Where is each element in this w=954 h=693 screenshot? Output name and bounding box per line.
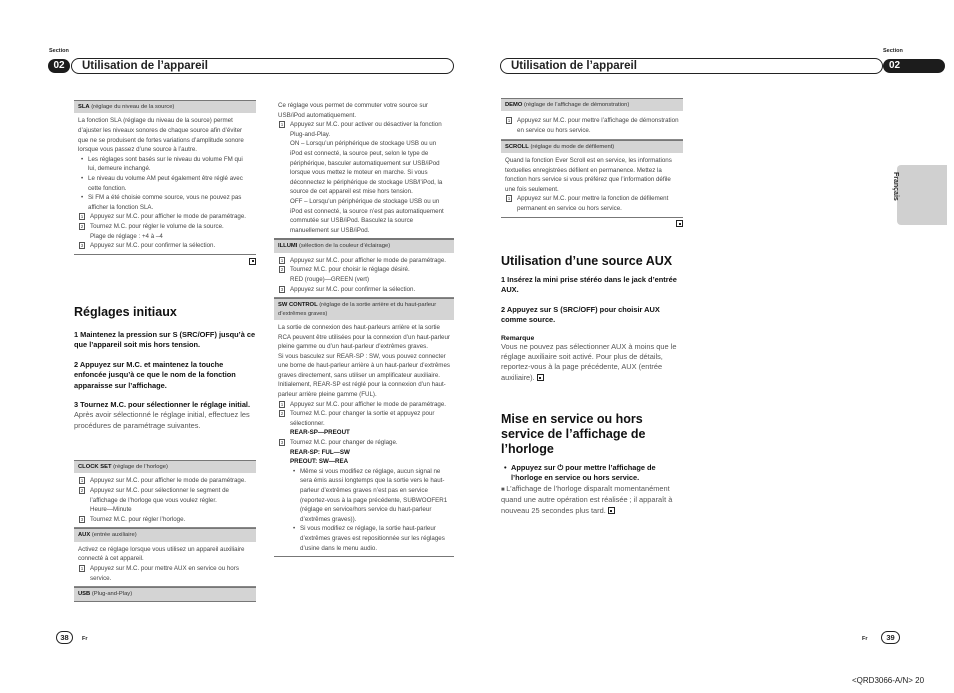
clock-step-2-order: Heure—Minute	[90, 506, 132, 514]
section-label-right: Section	[883, 48, 903, 54]
initial-settings-section	[74, 305, 256, 431]
sla-bullet-1: • Les réglages sont basés sur le niveau du volume FM qui lui, demeure inchangé.	[78, 155, 252, 174]
sla-step-3: 3 Appuyez sur M.C. pour confirmer la sélection.	[80, 242, 216, 250]
column-right	[501, 98, 683, 229]
remark-text: Vous ne pouvez pas sélectionner AUX à moins que le réglage auxiliaire soit activé. Pour plus de détails, reportez-vous à la page précédente, AUX (entrée auxiliaire).	[501, 341, 677, 382]
scroll-step-1: 1 Appuyez sur M.C. pour mettre la fonction de défilement permanent en service ou hors service.	[507, 195, 669, 212]
section-title-left: Utilisation de l’appareil	[71, 58, 454, 74]
language-label: Français	[892, 172, 899, 201]
sw-step-3: 3 Tournez M.C. pour changer de réglage.	[280, 439, 398, 447]
aux-source-step-1: 1 Insérez la mini prise stéréo dans le jack d’entrée AUX.	[501, 275, 677, 295]
illumi-step-1: 1 Appuyez sur M.C. pour afficher le mode de paramétrage.	[280, 256, 447, 264]
sw-step-2: 2 Tournez M.C. pour changer la sortie et appuyez pour sélectionner.	[280, 410, 435, 427]
clock-display-title: Mise en service ou hors service de l’affichage de l’horloge	[501, 412, 646, 456]
aux-source-section	[501, 254, 683, 383]
end-mark-icon	[608, 507, 615, 514]
clock-display-step: • Appuyez sur ⏻ pour mettre l’affichage de l’horloge en service ou hors service.	[501, 463, 683, 484]
sla-step-2-range: Plage de réglage : +4 à –4	[90, 232, 163, 240]
illumi-step-2: 2 Tournez M.C. pour choisir le réglage désiré.	[280, 266, 410, 274]
aux-header: AUX (entrée auxiliaire)	[74, 528, 256, 541]
end-mark-icon	[676, 220, 683, 227]
sw-paragraph-1: La sortie de connexion des haut-parleurs arrière et la sortie RCA peuvent être utilisées pour la connexion d’un haut-parleur pleine gamme ou d’un haut-parleur d’extrêmes graves.	[278, 323, 450, 351]
language-code-left: Fr	[82, 636, 88, 642]
illumi-header: ILLUMI (sélection de la couleur d’éclairage)	[274, 239, 454, 252]
sla-step-2: 2 Tournez M.C. pour régler le volume de la source.	[80, 222, 224, 230]
clock-step-1: 1 Appuyez sur M.C. pour afficher le mode de paramétrage.	[80, 477, 247, 485]
sw-bullet-2: • Si vous modifiez ce réglage, la sortie haut-parleur d’extrêmes graves est repositionnée sur les réglages d’usine dans le menu audio.	[290, 524, 450, 553]
usb-on-description: ON – Lorsqu’un périphérique de stockage USB ou un iPod est connecté, la source peut, selon le type de périphérique, basculer automatiquement sur USB/iPod lorsque vous mettez le moteur en marche. Si vous déconnectez le périphérique de stockage USB/l’iPod, la source de cet appareil est mise hors tension.	[290, 140, 443, 196]
page-number-right: 39	[881, 631, 900, 644]
sw-bullet-1: • Même si vous modifiez ce réglage, aucun signal ne sera émis aussi longtemps que la sortie vers le haut-parleur d’extrêmes graves n’est pas en service (reportez-vous à la page précédente, SUBWOOFER1 (réglage en service/hors service du haut-parleur d’extrêmes graves)).	[290, 467, 450, 525]
clock-step-2: 2 Appuyez sur M.C. pour sélectionner le segment de l’affichage de l’horloge que vous voulez régler.	[80, 487, 229, 504]
column-middle	[274, 100, 454, 557]
usb-description: Ce réglage vous permet de commuter votre source sur USB/iPod automatiquement.	[278, 102, 428, 119]
clock-set-header: CLOCK SET (réglage de l’horloge)	[74, 460, 256, 473]
aux-source-step-2: 2 Appuyez sur S (SRC/OFF) pour choisir AUX comme source.	[501, 304, 660, 325]
sw-paragraph-2: Si vous basculez sur REAR-SP : SW, vous pouvez connecter une borne de haut-parleur arrière à un haut-parleur d’extrêmes graves directement, sans utiliser un amplificateur auxiliaire.	[278, 352, 450, 379]
usb-step-1: 1 Appuyez sur M.C. pour activer ou désactiver la fonction Plug-and-Play.	[280, 121, 442, 138]
scroll-description: Quand la fonction Ever Scroll est en service, les informations textuelles enregistrées défilent en permanence. Mettez la fonction hors service si vous préférez que l’information défile une fois seulement.	[505, 157, 672, 193]
end-mark-icon	[249, 258, 256, 265]
demo-step-1: 1 Appuyez sur M.C. pour mettre l’affichage de démonstration en service ou hors service.	[507, 117, 679, 134]
aux-source-title: Utilisation d’une source AUX	[501, 254, 673, 268]
remark-title: Remarque	[501, 334, 535, 342]
end-mark-icon	[537, 374, 544, 381]
document-code: <QRD3066-A/N> 20	[852, 676, 925, 685]
sla-description: La fonction SLA (réglage du niveau de la source) permet d’ajuster les niveaux sonores de chaque source afin d’éviter que ne se produisent de fortes variations d’amplitude sonore lorsque vous passez d’une source à l’autre.	[78, 117, 244, 154]
illumi-colors: RED (rouge)—GREEN (vert)	[290, 275, 370, 283]
section-title-right: Utilisation de l’appareil	[500, 58, 883, 74]
usb-off-description: OFF – Lorsqu’un périphérique de stockage USB ou un iPod est connecté, la source n’est pas automatiquement commutée sur USB/iPod. Basculez la source manuellement sur USB/iPod.	[290, 197, 444, 234]
sla-bullet-2: • Le niveau du volume AM peut également être réglé avec cette fonction.	[78, 174, 252, 193]
clock-step-3: 3 Tournez M.C. pour régler l’horloge.	[80, 515, 186, 523]
aux-step-1: 1 Appuyez sur M.C. pour mettre AUX en service ou hors service.	[80, 564, 239, 582]
usb-header: USB (Plug-and-Play)	[74, 587, 256, 601]
initial-settings-title: Réglages initiaux	[74, 305, 177, 319]
initial-step-2: 2 Appuyez sur M.C. et maintenez la touche enfoncée jusqu’à ce que le nom de la fonction apparaisse sur l’affichage.	[74, 359, 236, 390]
clock-display-section	[501, 412, 683, 516]
language-code-right: Fr	[862, 636, 868, 642]
scroll-header: SCROLL (réglage du mode de défilement)	[501, 140, 683, 153]
illumi-step-3: 3 Appuyez sur M.C. pour confirmer la sélection.	[280, 285, 416, 293]
initial-step-3-note: Après avoir sélectionné le réglage initial, effectuez les procédures de paramétrage suivantes.	[74, 410, 250, 430]
sla-header: SLA (réglage du niveau de la source)	[74, 100, 256, 113]
sw-step-1: 1 Appuyez sur M.C. pour afficher le mode de paramétrage.	[280, 400, 447, 408]
column-left	[74, 100, 256, 266]
sw-step-2-options: REAR-SP—PREOUT	[290, 429, 350, 437]
section-number-left: 02	[48, 59, 70, 73]
page-number-left: 38	[56, 631, 73, 644]
sw-step-3-rear: REAR-SP: FUL—SW	[290, 448, 350, 456]
demo-header: DEMO (réglage de l’affichage de démonstration)	[501, 98, 683, 111]
initial-step-3: 3 Tournez M.C. pour sélectionner le réglage initial.	[74, 400, 251, 410]
section-label-left: Section	[49, 48, 69, 54]
column-left-lower	[74, 460, 256, 602]
language-side-tab	[897, 165, 947, 225]
sw-paragraph-3: Initialement, REAR-SP est réglé pour la connexion d’un haut-parleur arrière pleine gamme (FUL).	[278, 381, 446, 399]
clock-display-note: ■ L’affichage de l’horloge disparaît momentanément quand une autre opération est réalisée ; il apparaît à nouveau 25 secondes plus tard.	[501, 483, 673, 515]
sw-control-header: SW CONTROL (réglage de la sortie arrière et du haut-parleur d’extrêmes graves)	[274, 298, 454, 320]
aux-description: Activez ce réglage lorsque vous utilisez un appareil auxiliaire connecté à cet appareil.	[78, 545, 245, 563]
sla-bullet-3: • Si FM a été choisie comme source, vous ne pouvez pas afficher la fonction SLA.	[78, 193, 252, 212]
sw-step-3-preout: PREOUT: SW—REA	[290, 458, 349, 466]
sla-step-1: 1 Appuyez sur M.C. pour afficher le mode de paramétrage.	[80, 213, 247, 221]
section-number-right: 02	[883, 59, 945, 73]
initial-step-1: 1 Maintenez la pression sur S (SRC/OFF) jusqu’à ce que l’appareil soit mis hors tension.	[74, 330, 256, 350]
